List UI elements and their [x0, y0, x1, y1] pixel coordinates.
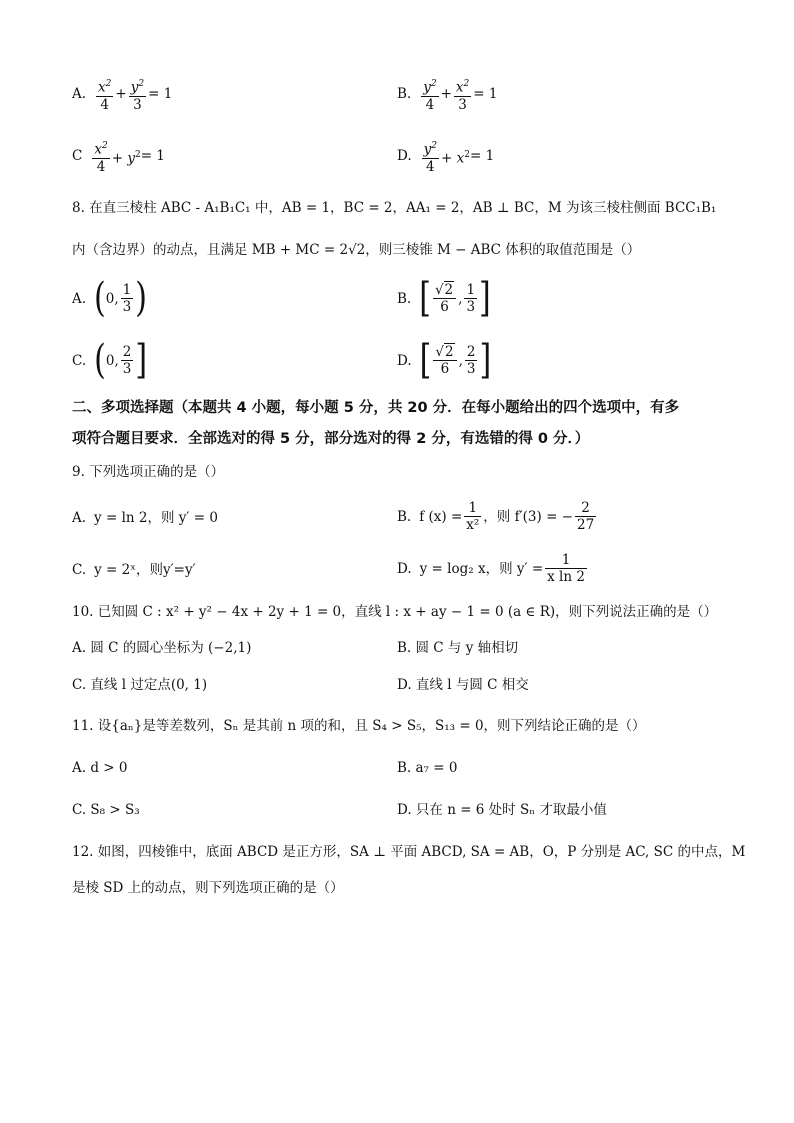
q10-option-a[interactable]: A. 圆 C 的圆心坐标为 (−2,1)	[72, 640, 252, 656]
q8-stem-line1: 8. 在直三棱柱 ABC - A₁B₁C₁ 中，AB = 1，BC = 2，AA₁ = 2，AB ⊥ BC，M 为该三棱柱侧面 BCC₁B₁	[72, 200, 717, 216]
equals-one: = 1	[140, 148, 165, 165]
q10-option-d[interactable]: D. 直线 l 与圆 C 相交	[397, 677, 529, 693]
equals-one: = 1	[148, 86, 173, 103]
q9-option-b[interactable]	[397, 500, 598, 533]
fraction	[575, 500, 596, 533]
q7-option-a[interactable]: A. $\frac{x^2}{4}$ + $\frac{y^2}{3}$ = 1	[72, 76, 172, 113]
q8-option-d-label: D.	[397, 352, 412, 369]
fraction: $\frac{√2}{6}$	[433, 344, 456, 377]
q11-option-a[interactable]: A. d > 0	[72, 760, 128, 776]
q9-b-result-numerator: 2	[575, 500, 596, 517]
q7-option-c[interactable]: C $\frac{x^2}{4}$ + $y^2$ = 1	[72, 138, 165, 175]
q9-d-numerator: 1	[545, 552, 587, 569]
q10-stem: 10. 已知圆 C : x² + y² − 4x + 2y + 1 = 0，直线 l : x + ay − 1 = 0 (a ∈ R)，则下列说法正确的是（）	[72, 604, 718, 620]
q8-option-a[interactable]: A. ( 0, $\frac{1}{3}$ )	[72, 274, 147, 322]
fraction: $\frac{y^2}{4}$	[421, 76, 438, 113]
q9-option-c[interactable]	[72, 560, 196, 580]
fraction: $\frac{1}{3}$	[466, 282, 476, 315]
q8-stem-line2: 内（含边界）的动点，且满足 MB + MC = 2√2，则三棱锥 M − ABC 体积的取值范围是（）	[72, 242, 641, 258]
q12-stem-line1: 12. 如图，四棱锥中，底面 ABCD 是正方形，SA ⊥ 平面 ABCD, SA = AB，O，P 分别是 AC, SC 的中点，M	[72, 844, 746, 860]
q8-option-c[interactable]: C. ( 0, $\frac{2}{3}$ ]	[72, 336, 148, 384]
q9-option-c-text: y = 2ˣ，则y′=y′	[94, 562, 196, 578]
q9-option-b-pre: f (x) =	[419, 508, 463, 525]
q9-stem: 9. 下列选项正确的是（）	[72, 464, 225, 480]
q9-option-a[interactable]	[72, 508, 218, 528]
fraction: $\frac{x^2}{4}$	[96, 76, 113, 113]
q8-option-c-label: C.	[72, 352, 87, 369]
q8-option-b[interactable]: B. [ $\frac{√2}{6}$ , $\frac{1}{3}$ ]	[397, 274, 491, 322]
q7-option-b-label: B.	[397, 86, 412, 103]
fraction: $\frac{x^2}{4}$	[92, 138, 109, 175]
q9-option-b-mid: ，则 f′(3) = −	[483, 508, 573, 525]
q12-stem-line2: 是棱 SD 上的动点，则下列选项正确的是（）	[72, 880, 344, 896]
q9-option-c-label: C.	[72, 562, 87, 578]
q9-b-numerator: 1	[464, 500, 481, 517]
q7-option-d-label: D.	[397, 148, 412, 165]
equals-one: = 1	[473, 86, 498, 103]
equals-one: = 1	[469, 148, 495, 165]
q7-option-a-label: A.	[72, 86, 87, 103]
q9-option-d[interactable]	[397, 552, 589, 585]
q9-option-a-label: A.	[72, 510, 87, 526]
q9-option-a-text: y = ln 2，则 y′ = 0	[94, 510, 218, 526]
fraction: $\frac{2}{3}$	[122, 344, 132, 377]
q9-b-denominator: x²	[466, 517, 480, 533]
fraction: $\frac{1}{3}$	[122, 282, 132, 315]
q11-stem: 11. 设{aₙ}是等差数列，Sₙ 是其前 n 项的和，且 S₄ > S₅，S₁₃ = 0，则下列结论正确的是（）	[72, 718, 646, 734]
q7-option-d[interactable]: D. $\frac{y^2}{4}$ + $x^2$ = 1	[397, 138, 494, 175]
q11-option-c[interactable]: C. S₈ > S₃	[72, 802, 140, 818]
section2-heading-line1: 二、多项选择题（本题共 4 小题，每小题 5 分，共 20 分．在每小题给出的四个选项中，有多	[72, 400, 680, 416]
q9-b-result-denominator: 27	[576, 517, 595, 533]
q11-option-b[interactable]: B. a₇ = 0	[397, 760, 458, 776]
q11-option-d[interactable]: D. 只在 n = 6 处时 Sₙ 才取最小值	[397, 802, 607, 818]
section2-heading-line2: 项符合题目要求．全部选对的得 5 分，部分选对的得 2 分，有选错的得 0 分．）	[72, 431, 590, 447]
fraction: $\frac{y^2}{4}$	[422, 138, 439, 175]
fraction: $\frac{2}{3}$	[466, 344, 476, 377]
q9-option-b-label: B.	[397, 508, 412, 525]
q8-option-a-label: A.	[72, 290, 87, 307]
q9-option-d-pre: y = log₂ x，则 y′ =	[419, 560, 544, 577]
q10-option-b[interactable]: B. 圆 C 与 y 轴相切	[397, 640, 519, 656]
fraction	[545, 552, 587, 585]
q9-d-denominator: x ln 2	[547, 569, 585, 585]
fraction: $\frac{√2}{6}$	[433, 282, 456, 315]
fraction: $\frac{y^2}{3}$	[129, 76, 146, 113]
q7-option-c-label: C	[72, 148, 83, 165]
q8-option-b-label: B.	[397, 290, 412, 307]
q8-option-d[interactable]: D. [ $\frac{√2}{6}$ , $\frac{2}{3}$ ]	[397, 336, 492, 384]
q10-option-c[interactable]: C. 直线 l 过定点(0, 1)	[72, 677, 208, 693]
fraction: $\frac{x^2}{3}$	[454, 76, 471, 113]
fraction	[464, 500, 481, 533]
q7-option-b[interactable]: B. $\frac{y^2}{4}$ + $\frac{x^2}{3}$ = 1	[397, 76, 497, 113]
q9-option-d-label: D.	[397, 560, 412, 577]
